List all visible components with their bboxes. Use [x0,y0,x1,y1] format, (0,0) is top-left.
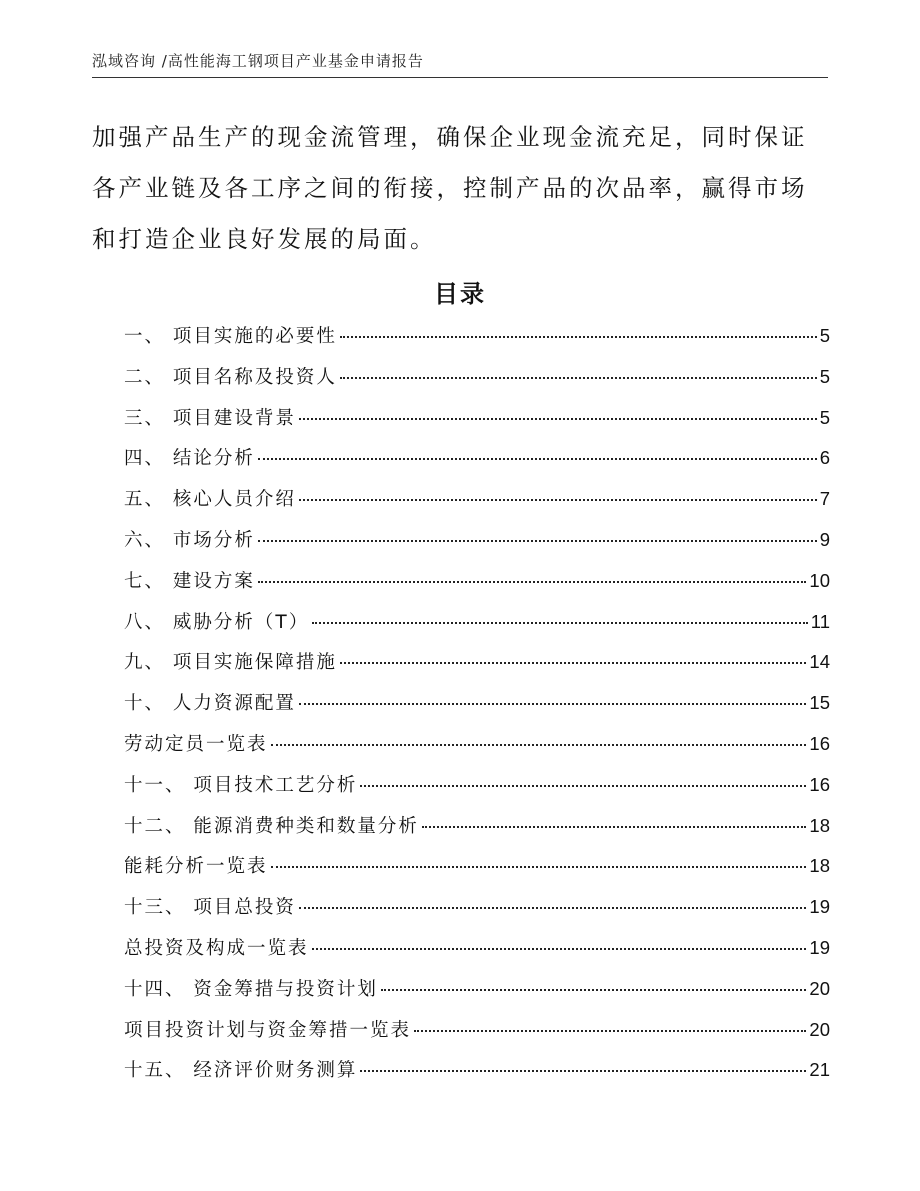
dot-leader [299,499,817,501]
toc-entry-label: 市场分析 [172,529,255,551]
toc-entry-number: 六、 [124,529,173,551]
toc-entry-page: 18 [809,855,830,877]
dot-leader [271,744,807,746]
toc-entry[interactable] [124,852,830,893]
toc-entry-label: 能耗分析一览表 [124,856,268,878]
toc-entry-page: 15 [809,692,830,714]
toc-entry-page: 16 [809,732,830,754]
header-divider [92,77,828,78]
toc-entry-number: 十五、 [124,1060,194,1082]
toc-entry-page: 5 [819,325,830,346]
toc-entry-label: 项目建设背景 [172,407,296,429]
dot-leader [299,703,807,705]
dot-leader [312,622,808,624]
toc-entry-number: 十三、 [124,897,194,919]
toc-entry-page: 20 [809,977,830,999]
toc-entry-label: 能源消费种类和数量分析 [193,815,419,837]
toc-entry-label: 人力资源配置 [172,693,296,715]
toc-entry-number: 二、 [124,366,173,388]
toc-entry-page: 21 [809,1059,830,1081]
toc-entry-number: 五、 [124,489,173,511]
toc-entry-page: 16 [809,773,830,795]
dot-leader [299,907,807,909]
toc-entry-label: 威胁分析（T） [172,611,310,633]
toc-entry-label: 项目实施保障措施 [172,652,337,674]
toc-entry[interactable] [124,526,830,567]
running-header: 泓域咨询 /高性能海工钢项目产业基金申请报告 [92,52,424,70]
dot-leader [360,785,806,787]
dot-leader [258,581,807,583]
toc-entry-label: 项目总投资 [193,897,296,919]
toc-entry-number: 九、 [124,652,173,674]
toc-entry[interactable] [124,1016,830,1057]
toc-entry-page: 19 [809,936,830,958]
toc-entry[interactable] [124,404,830,445]
dot-leader [360,1070,806,1072]
toc-entry-number: 十一、 [124,774,194,796]
dot-leader [340,377,817,379]
toc-entry-label: 经济评价财务测算 [193,1060,358,1082]
toc-entry-page: 6 [819,447,830,469]
toc-entry-number: 四、 [124,448,173,470]
toc-entry-page: 5 [819,406,830,428]
toc-entry[interactable] [124,485,830,526]
toc-entry-label: 建设方案 [172,570,255,592]
toc-entry-page: 20 [809,1018,830,1040]
dot-leader [271,866,807,868]
toc-entry-label: 项目投资计划与资金筹措一览表 [124,1019,412,1041]
toc-entry-label: 项目名称及投资人 [172,366,337,388]
toc-entry-label: 项目实施的必要性 [172,326,337,347]
toc-entry[interactable] [124,975,830,1016]
toc-entry-number: 一、 [124,326,173,347]
toc-entry-number: 十、 [124,693,173,715]
toc-entry-label: 资金筹措与投资计划 [193,978,378,1000]
toc-entry-page: 5 [819,365,830,387]
toc-entry-number: 八、 [124,611,173,633]
toc-entry[interactable] [124,648,830,689]
toc-entry[interactable] [124,1056,830,1097]
toc-entry[interactable] [124,893,830,934]
toc-entry[interactable] [124,812,830,853]
toc-entry[interactable] [124,689,830,730]
dot-leader [340,336,817,338]
body-paragraph: 加强产品生产的现金流管理，确保企业现金流充足，同时保证各产业链及各工序之间的衔接，控制产品的次品率，赢得市场和打造企业良好发展的局面。 [92,123,808,253]
toc-entry[interactable] [124,363,830,404]
dot-leader [414,1030,806,1032]
dot-leader [258,540,817,542]
toc-entry[interactable] [124,444,830,485]
toc-entry-number: 十二、 [124,815,194,837]
toc-entry[interactable] [124,322,830,363]
dot-leader [422,826,807,828]
toc-title: 目录 [434,280,486,308]
toc-entry-number: 三、 [124,407,173,429]
toc-entry-page: 14 [809,651,830,673]
dot-leader [299,418,817,420]
toc-entry-page: 7 [819,488,830,510]
toc-entry-label: 结论分析 [172,448,255,470]
dot-leader [340,662,807,664]
toc-entry-page: 9 [819,528,830,550]
dot-leader [312,948,807,950]
toc-entry[interactable] [124,730,830,771]
toc-entry-number: 十四、 [124,978,194,1000]
toc-entry-label: 总投资及构成一览表 [124,937,309,959]
toc-entry[interactable] [124,567,830,608]
toc-entry-page: 11 [810,610,830,632]
toc-entry[interactable] [124,771,830,812]
table-of-contents [124,322,830,1097]
toc-entry-page: 18 [809,814,830,836]
toc-entry-label: 核心人员介绍 [172,489,296,511]
toc-entry-page: 10 [809,569,830,591]
toc-entry[interactable] [124,608,830,649]
toc-entry-label: 劳动定员一览表 [124,733,268,755]
dot-leader [258,458,817,460]
toc-entry-page: 19 [809,896,830,918]
toc-entry-label: 项目技术工艺分析 [193,774,358,796]
dot-leader [381,989,807,991]
toc-entry-number: 七、 [124,570,173,592]
toc-entry[interactable] [124,934,830,975]
